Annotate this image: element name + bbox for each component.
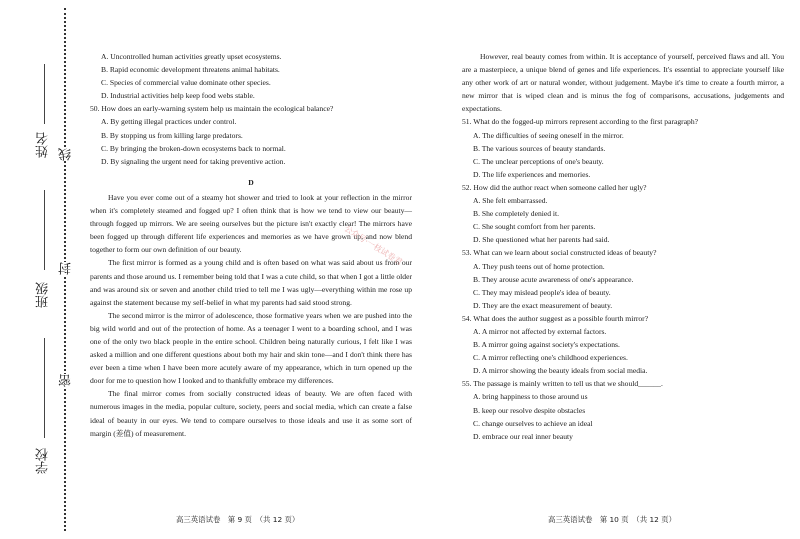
q54-option-b: B. A mirror going against society's expectations. <box>473 340 620 350</box>
section-heading: D <box>248 177 254 187</box>
q52-option-a: A. She felt embarrassed. <box>473 196 548 206</box>
q53-option-b: B. They arouse acute awareness of one's appearance. <box>473 274 634 284</box>
q55-stem: 55. The passage is mainly written to tell us that we should______. <box>462 379 663 389</box>
q51-option-d: D. The life experiences and memories. <box>473 169 591 179</box>
q54-stem: 54. What does the author suggest as a possible fourth mirror? <box>462 313 649 323</box>
binding-seal-char: 封 <box>59 262 74 275</box>
q52-option-c: C. She sought comfort from her parents. <box>473 222 596 232</box>
passage-paragraph-4: The final mirror comes from socially constructed ideas of beauty. We are often faced with numerous images in the media, popular culture, society, peers and social media, which can create a false ideal of beauty in our eyes. We tend to compare ourselves to those ideals and use it as some sort of margin (差值) of measurement. <box>90 389 412 438</box>
binding-margin <box>0 0 82 539</box>
q53-stem: 53. What can we learn about social constructed ideas of beauty? <box>462 248 657 258</box>
q50-stem: 50. How does an early-warning system help us maintain the ecological balance? <box>90 104 334 114</box>
class-label: 班级 <box>36 282 51 308</box>
q54-option-c: C. A mirror reflecting one's childhood experiences. <box>473 353 628 363</box>
q53-option-a: A. They push teens out of home protection. <box>473 261 605 271</box>
passage-paragraph-3: The second mirror is the mirror of adolescence, those formative years when we are pushed into the big wild world and out of the protection of home. As a teenager I went to a boarding school, and I was one of the only two black people in the entire school. Children being naturally curious, I felt like I was asked a million and one different questions about both my hair and skin tone—and I don't think there has ever been a time when I have been more acutely aware of my appearance, which in turn opened up the door for me to question how I looked and to thankfully embrace my differences. <box>90 310 412 386</box>
q50-option-c: C. By bringing the broken-down ecosystems back to normal. <box>101 143 286 153</box>
watermark: 公众号·一枝试卷君 <box>342 224 404 267</box>
q53-option-c: C. They may mislead people's idea of beauty. <box>473 287 611 297</box>
right-column <box>462 50 784 443</box>
q55-option-d: D. embrace our real inner beauty <box>473 431 573 441</box>
q55-option-b: B. keep our resolve despite obstacles <box>473 405 586 415</box>
right-page-footer: 高三英语试卷 第 10 页 （共 12 页） <box>548 515 676 524</box>
passage-paragraph-5: However, real beauty comes from within. It is acceptance of yourself, perceived flaws and all. You are a masterpiece, a unique blend of genes and life experiences. It's essential to appreciate yourself like any other work of art or natural wonder, without judgement. Maybe it's time to create a fourth mirror, a new mirror that is wiped clean and is minus the fog of comparisons, accusations, judgements and expectations. <box>462 52 784 114</box>
q50-option-a: A. By getting illegal practices under control. <box>101 117 237 127</box>
q55-option-a: A. bring happiness to those around us <box>473 392 588 402</box>
q51-option-b: B. The various sources of beauty standards. <box>473 143 606 153</box>
q51-option-a: A. The difficulties of seeing oneself in the mirror. <box>473 130 624 140</box>
passage-paragraph-1: Have you ever come out of a steamy hot shower and tried to look at your reflection in the mirror when it's completely steamed and fogged up? I often think that is how we tend to view our beauty—through fogged up mirrors. We are seeing ourselves but the picture isn't exactly clear! The mirrors have been fogged up through different life experiences and memories as we have grown up, and now blend together to form our own definition of our beauty. <box>90 192 412 255</box>
class-blank-line <box>44 190 45 270</box>
q54-option-a: A. A mirror not affected by external factors. <box>473 326 607 336</box>
name-label: 姓名 <box>36 132 51 158</box>
q49-option-c: C. Species of commercial value dominate other species. <box>101 78 271 88</box>
q50-option-b: B. By stopping us from killing large predators. <box>101 130 243 140</box>
binding-line-char: 线 <box>59 148 74 161</box>
q55-option-c: C. change ourselves to achieve an ideal <box>473 418 593 428</box>
left-page-footer: 高三英语试卷 第 9 页 （共 12 页） <box>176 515 300 524</box>
q52-option-d: D. She questioned what her parents had said. <box>473 235 610 245</box>
school-blank-line <box>44 338 45 438</box>
q51-option-c: C. The unclear perceptions of one's beauty. <box>473 156 604 166</box>
q49-option-b: B. Rapid economic development threatens animal habitats. <box>101 65 280 75</box>
q52-stem: 52. How did the author react when someone called her ugly? <box>462 182 647 192</box>
q50-option-d: D. By signaling the urgent need for taking preventive action. <box>101 156 286 166</box>
q49-option-d: D. Industrial activities help keep food webs stable. <box>101 91 255 101</box>
q54-option-d: D. A mirror showing the beauty ideals from social media. <box>473 366 648 376</box>
q51-stem: 51. What do the fogged-up mirrors represent according to the first paragraph? <box>462 117 699 127</box>
binding-secret-char: 密 <box>59 374 74 387</box>
q49-option-a: A. Uncontrolled human activities greatly upset ecosystems. <box>101 52 282 61</box>
passage-paragraph-2: The first mirror is formed as a young child and is often based on what was said about us from our parents and those around us. I remember being told that I was a cute child, so that when I got a little older and was around six or seven and another child tried to tell me I was ugly—everything within me rose up against the statement because my self-belief in what my parents had said stood strong. <box>90 258 412 307</box>
q52-option-b: B. She completely denied it. <box>473 209 560 219</box>
school-label: 学校 <box>36 448 51 474</box>
name-blank-line <box>44 64 45 124</box>
q53-option-d: D. They are the exact measurement of beauty. <box>473 300 613 310</box>
